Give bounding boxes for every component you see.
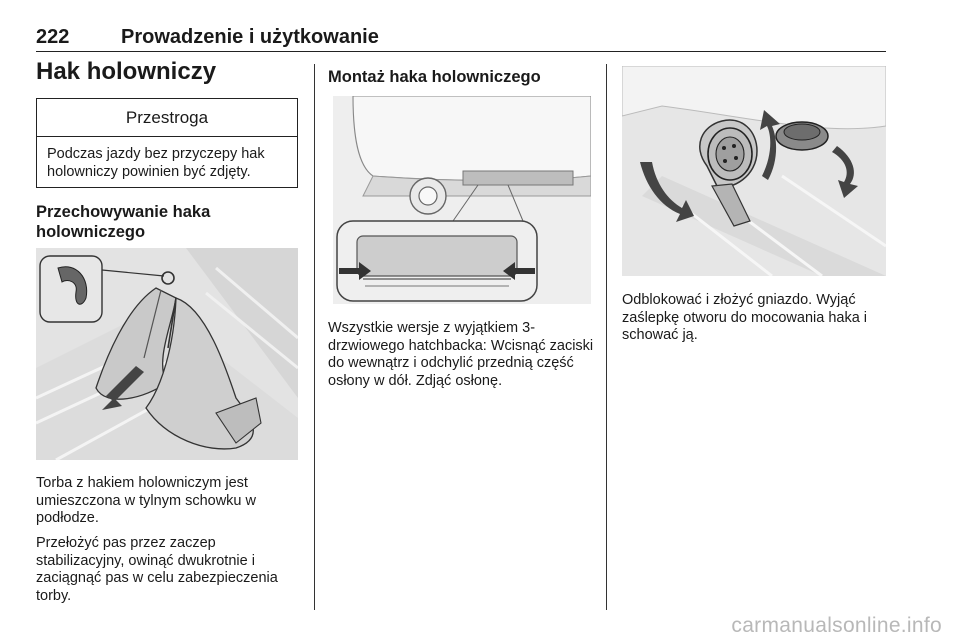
tow-hook-bag-illustration	[36, 248, 298, 460]
storage-paragraph-1: Torba z hakiem holowniczym jest umieszczona w tylnym schowku w podłodze.	[36, 475, 256, 526]
page-header	[36, 22, 886, 52]
caution-text: Podczas jazdy bez przyczepy hak holowniczy powinien być zdjęty.	[47, 146, 265, 180]
bumper-cover-illustration	[333, 96, 591, 304]
mounting-paragraph-2: Odblokować i złożyć gniazdo. Wyjąć zaślepkę otworu do mocowania haka i schować ją.	[622, 292, 868, 343]
storage-heading: Przechowywanie haka holowniczego	[36, 203, 211, 241]
column-divider-2	[606, 64, 607, 610]
caution-heading: Przestroga	[37, 99, 297, 137]
column-divider-1	[314, 64, 315, 610]
page-number: 222	[36, 26, 70, 48]
mounting-paragraph-1: Wszystkie wersje z wyjątkiem 3-drzwiowego hatchbacka: Wcisnąć zaciski do wewnątrz i odchylić przednią część osłony w dół. Zdjąć osłonę.	[328, 320, 594, 389]
storage-paragraph-2: Przełożyć pas przez zaczep stabilizacyjny, owinąć dwukrotnie i zaciągnąć pas w celu zabezpieczenia torby.	[36, 535, 278, 604]
caution-box	[36, 98, 298, 188]
socket-plug-illustration	[622, 66, 886, 276]
section-title: Hak holowniczy	[36, 58, 217, 85]
mounting-heading: Montaż haka holowniczego	[328, 68, 541, 86]
watermark: carmanualsonline.info	[731, 614, 942, 637]
chapter-title: Prowadzenie i użytkowanie	[121, 26, 379, 48]
